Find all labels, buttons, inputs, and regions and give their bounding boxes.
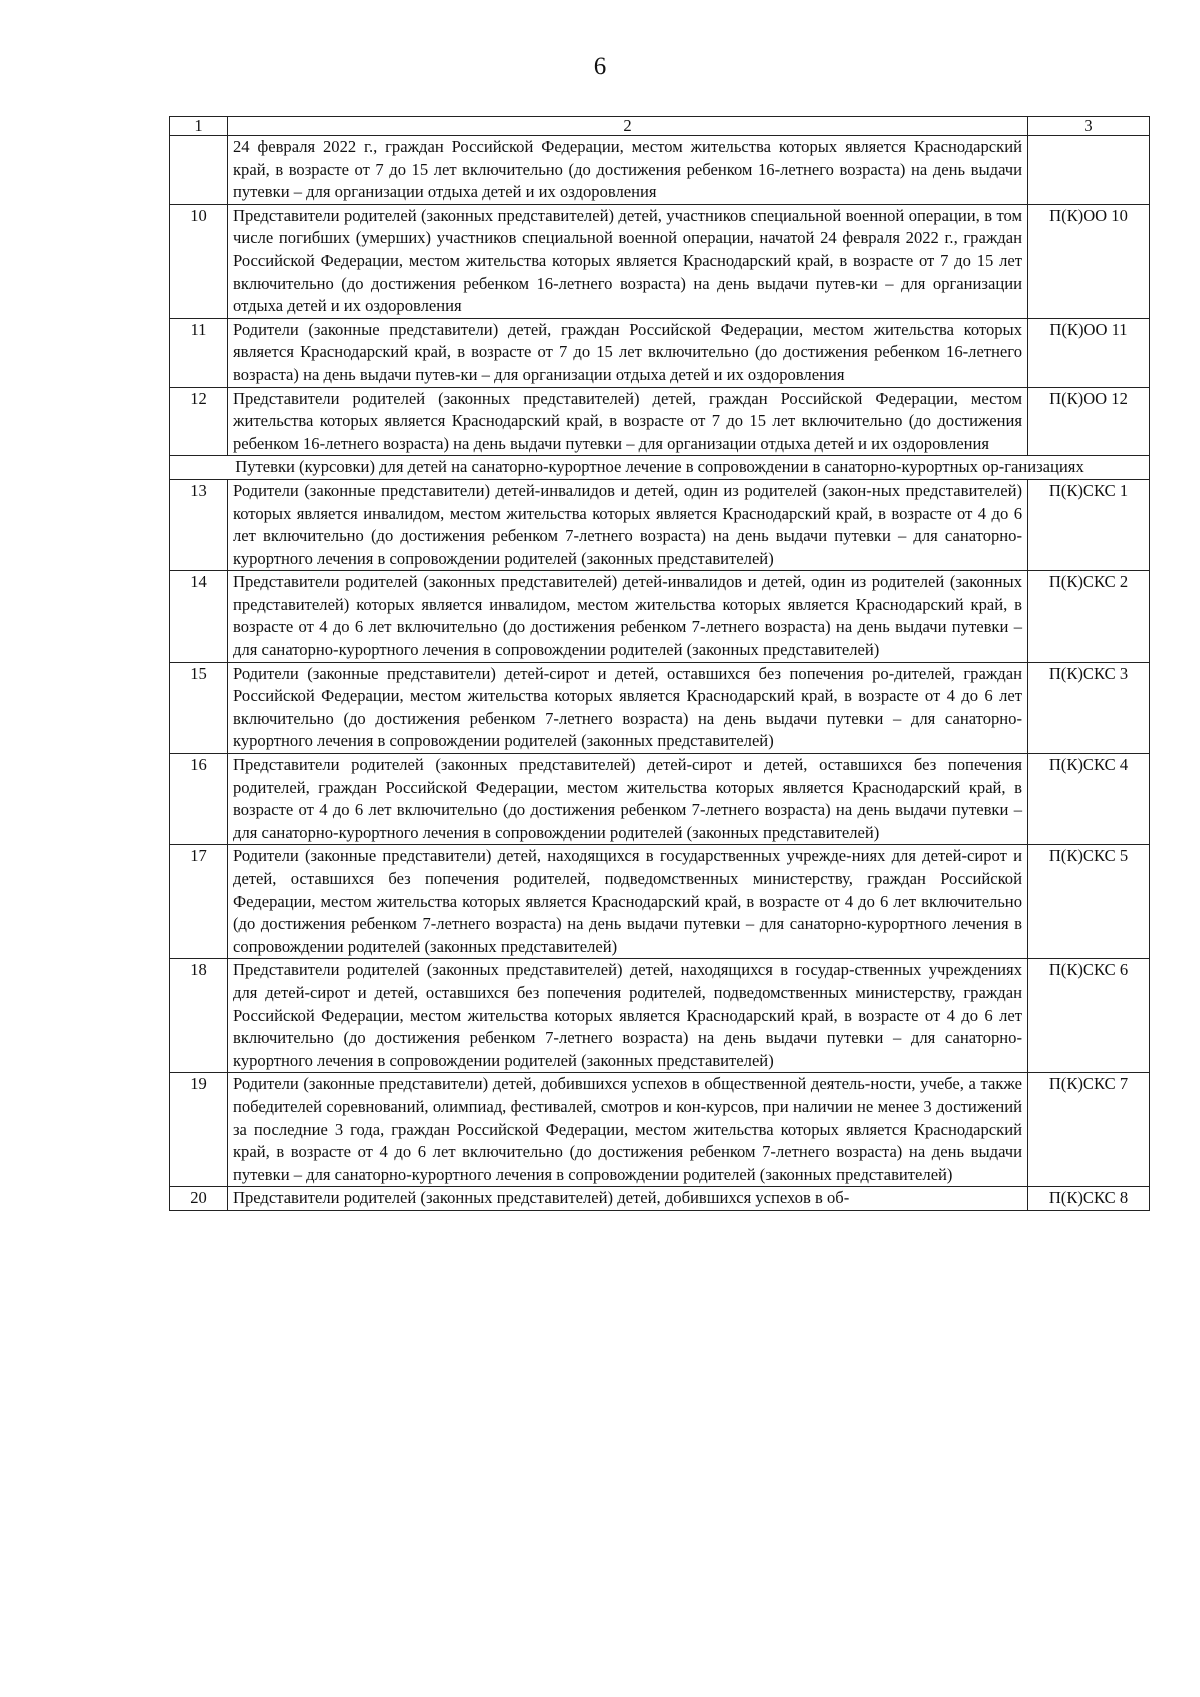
row-number: 14 [170,571,228,662]
row-code: П(К)СКС 1 [1028,479,1150,570]
document-table [169,116,1150,1211]
row-code [1028,136,1150,205]
row-number: 15 [170,662,228,753]
column-header-2: 2 [228,117,1028,136]
row-description: Представители родителей (законных представителей) детей-инвалидов и детей, один из родителей (законных представителей) которых является инвалидом, местом жительства которых является Краснодарский край, в возрасте от 4 до 6 лет включительно (до достижения ребенком 7-летнего возраста) на день выдачи путевки – для санаторно-курортного лечения в сопровождении родителей (законных представителей) [228,571,1028,662]
row-description: Родители (законные представители) детей-инвалидов и детей, один из родителей (закон-ных представителей) которых является инвалидом, местом жительства которых является Краснодарский край, в возрасте от 4 до 6 лет включительно (до достижения ребенком 7-летнего возраста) на день выдачи путевки – для санаторно-курортного лечения в сопровождении родителей (законных представителей) [228,479,1028,570]
row-description: Представители родителей (законных представителей) детей, граждан Российской Федерации, местом жительства которых является Краснодарский край, в возрасте от 7 до 15 лет включительно (до достижения ребенком 16-летнего возраста) на день выдачи путевки – для организации отдыха детей и их оздоровления [228,387,1028,456]
row-code: П(К)СКС 5 [1028,845,1150,959]
table-row [170,479,1150,570]
row-number [170,136,228,205]
section-heading: Путевки (курсовки) для детей на санаторно-курортное лечение в сопровождении в санаторно-курортных ор-ганизациях [170,456,1150,480]
table-row [170,754,1150,845]
row-description: Родители (законные представители) детей, добившихся успехов в общественной деятель-ности, учебе, а также победителей соревнований, олимпиад, фестивалей, смотров и кон-курсов, при наличии не менее 3 достижений за последние 3 года, граждан Российской Федерации, местом жительства которых является Краснодарский край, в возрасте от 4 до 6 лет включительно (до достижения ребенком 7-летнего возраста) на день выдачи путевки – для санаторно-курортного лечения в сопровождении родителей (законных представителей) [228,1073,1028,1187]
row-number: 17 [170,845,228,959]
column-header-3: 3 [1028,117,1150,136]
row-description: Представители родителей (законных представителей) детей, добившихся успехов в об- [228,1187,1028,1211]
table-row [170,959,1150,1073]
row-description: 24 февраля 2022 г., граждан Российской Федерации, местом жительства которых является Краснодарский край, в возрасте от 7 до 15 лет включительно (до достижения ребенком 16-летнего возраста) на день выдачи путевки – для организации отдыха детей и их оздоровления [228,136,1028,205]
row-code: П(К)ОО 12 [1028,387,1150,456]
row-number: 20 [170,1187,228,1211]
section-heading-row [170,456,1150,480]
row-number: 18 [170,959,228,1073]
table-body [170,117,1150,1211]
table-row [170,1187,1150,1211]
table-row [170,845,1150,959]
row-description: Представители родителей (законных представителей) детей, участников специальной военной операции, в том числе погибших (умерших) участников специальной военной операции, начатой 24 февраля 2022 г., граждан Российской Федерации, местом жительства которых является Краснодарский край, в возрасте от 7 до 15 лет включительно (до достижения ребенком 16-летнего возраста) на день выдачи путев-ки – для организации отдыха детей и их оздоровления [228,204,1028,318]
row-number: 16 [170,754,228,845]
row-code: П(К)СКС 7 [1028,1073,1150,1187]
row-code: П(К)ОО 11 [1028,318,1150,387]
row-code: П(К)ОО 10 [1028,204,1150,318]
table-row [170,571,1150,662]
row-description: Родители (законные представители) детей, находящихся в государственных учрежде-ниях для детей-сирот и детей, оставшихся без попечения родителей, подведомственных министерству, граждан Российской Федерации, местом жительства которых является Краснодарский край, в возрасте от 4 до 6 лет включительно (до достижения ребенком 7-летнего возраста) на день выдачи путевки – для санаторно-курортного лечения в сопровождении родителей (законных представителей) [228,845,1028,959]
row-number: 19 [170,1073,228,1187]
row-number: 11 [170,318,228,387]
row-number: 10 [170,204,228,318]
row-code: П(К)СКС 4 [1028,754,1150,845]
page-number: 6 [593,53,607,80]
row-number: 13 [170,479,228,570]
row-description: Представители родителей (законных представителей) детей-сирот и детей, оставшихся без попечения родителей, граждан Российской Федерации, местом жительства которых является Краснодарский край, в возрасте от 4 до 6 лет включительно (до достижения ребенком 7-летнего возраста) на день выдачи путевки – для санаторно-курортного лечения в сопровождении родителей (законных представителей) [228,754,1028,845]
row-description: Родители (законные представители) детей, граждан Российской Федерации, местом жительства которых является Краснодарский край, в возрасте от 7 до 15 лет включительно (до достижения ребенком 16-летнего возраста) на день выдачи путев-ки – для организации отдыха детей и их оздоровления [228,318,1028,387]
row-code: П(К)СКС 8 [1028,1187,1150,1211]
table-row [170,1073,1150,1187]
row-code: П(К)СКС 2 [1028,571,1150,662]
row-description: Родители (законные представители) детей-сирот и детей, оставшихся без попечения ро-дителей, граждан Российской Федерации, местом жительства которых является Краснодарский край, в возрасте от 4 до 6 лет включительно (до достижения ребенком 7-летнего возраста) на день выдачи путевки – для санаторно-курортного лечения в сопровождении родителей (законных представителей) [228,662,1028,753]
table-header-row [170,117,1150,136]
table-row [170,204,1150,318]
column-header-1: 1 [170,117,228,136]
table-row [170,387,1150,456]
row-number: 12 [170,387,228,456]
row-description: Представители родителей (законных представителей) детей, находящихся в государ-ственных учреждениях для детей-сирот и детей, оставшихся без попечения родителей, подведомственных министерству, граждан Российской Федерации, местом жительства которых является Краснодарский край, в возрасте от 4 до 6 лет включительно (до достижения ребенком 7-летнего возраста) на день выдачи путевки – для санаторно-курортного лечения в сопровождении родителей (законных представителей) [228,959,1028,1073]
row-code: П(К)СКС 6 [1028,959,1150,1073]
table-row [170,318,1150,387]
table-row-continuation [170,136,1150,205]
table-row [170,662,1150,753]
row-code: П(К)СКС 3 [1028,662,1150,753]
